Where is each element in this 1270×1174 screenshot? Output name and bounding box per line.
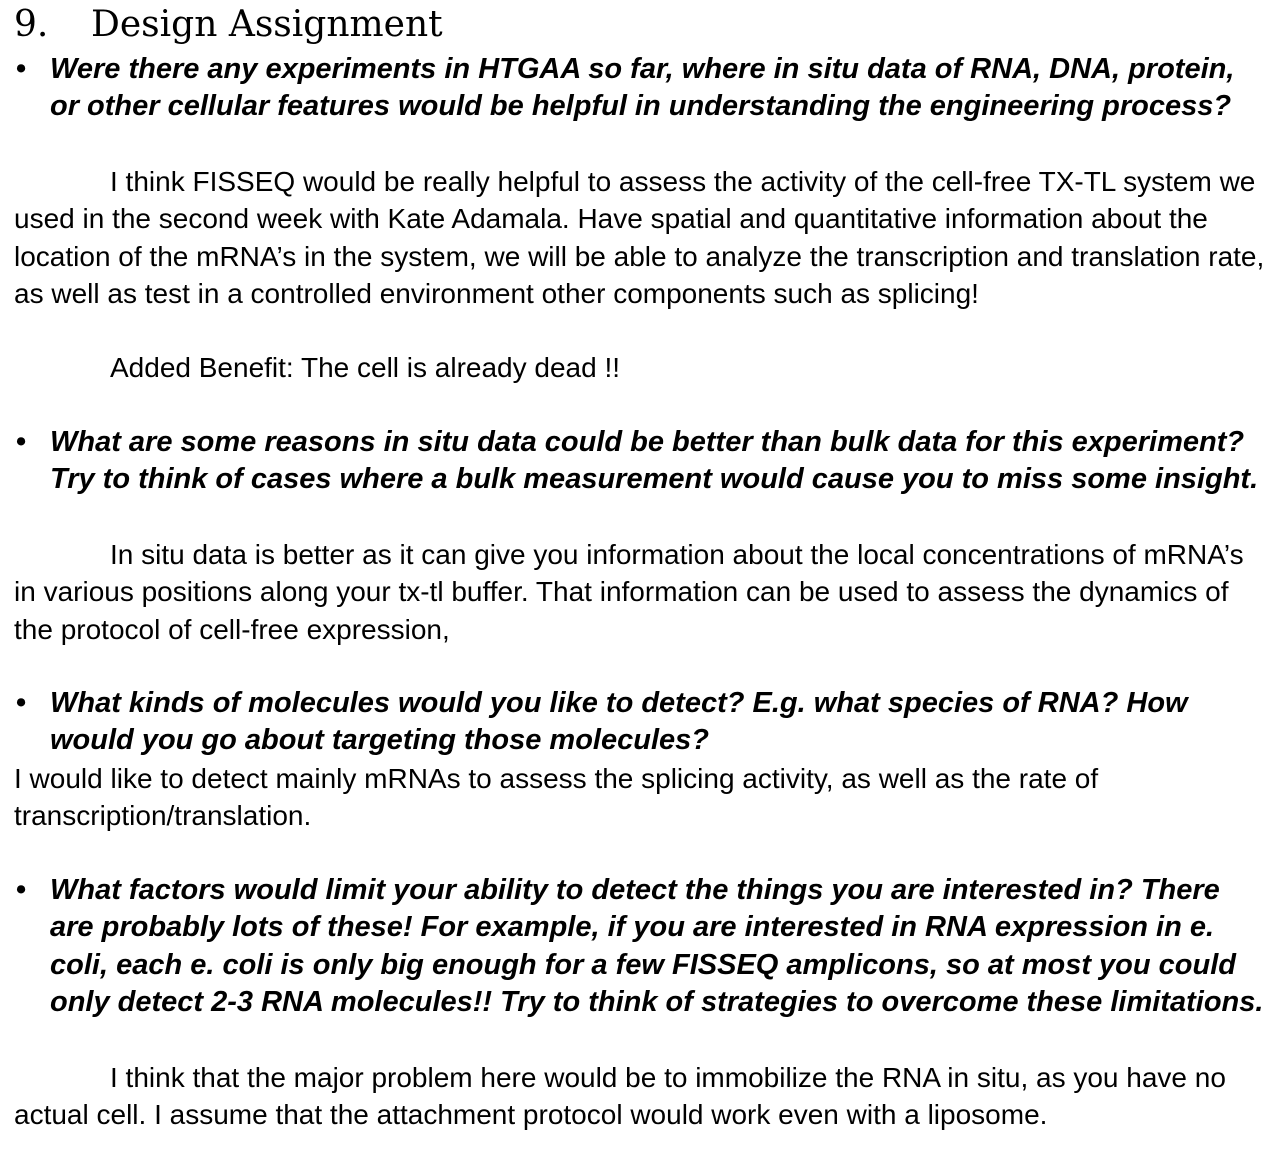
question-1-text: Were there any experiments in HTGAA so far, where in situ data of RNA, DNA, protein, or other cellular features would be helpful in understanding the engineering process? [50,53,1235,123]
question-2 [16,424,1265,499]
bullet: • [16,53,27,85]
answer-2-paragraph-1: In situ data is better as it can give you information about the local concentrations of mRNA’s in various positions along your tx-tl buffer. That information can be used to assess the dynamics of the protocol of cell-free expression, [14,539,1244,645]
answer-1-paragraph-2: Added Benefit: The cell is already dead !! [110,352,621,383]
question-4-text: What factors would limit your ability to detect the things you are interested in? There are probably lots of these! For example, if you are interested in RNA expression in e. coli, each e. coli is only big enough for a few FISSEQ amplicons, so at most you could only detect 2-3 RNA molecules!! Try to think of strategies to overcome these limitations. [50,874,1264,1018]
bullet: • [16,426,27,458]
section-number: 9. [14,4,49,45]
answer-3-paragraph-1: I would like to detect mainly mRNAs to assess the splicing activity, as well as the rate of transcription/translation. [14,763,1099,832]
bullet: • [16,874,27,906]
question-2-text: What are some reasons in situ data could be better than bulk data for this experiment? Try to think of cases where a bulk measurement would cause you to miss some insight. [50,426,1259,496]
question-3 [16,685,1265,760]
question-4 [16,872,1265,1021]
answer-4-paragraph-1: I think that the major problem here would be to immobilize the RNA in situ, as you have no actual cell. I assume that the attachment protocol would work even with a liposome. [14,1062,1226,1131]
bullet: • [16,687,27,719]
question-1 [16,51,1265,126]
section-heading [14,2,443,48]
section-title: Design Assignment [91,4,443,45]
question-3-text: What kinds of molecules would you like to detect? E.g. what species of RNA? How would you go about targeting those molecules? [50,687,1188,757]
answer-1-paragraph-1: I think FISSEQ would be really helpful to assess the activity of the cell-free TX-TL system we used in the second week with Kate Adamala. Have spatial and quantitative information about the location of the mRNA’s in the system, we will be able to analyze the transcription and translation rate, as well as test in a controlled environment other components such as splicing! [14,166,1265,309]
